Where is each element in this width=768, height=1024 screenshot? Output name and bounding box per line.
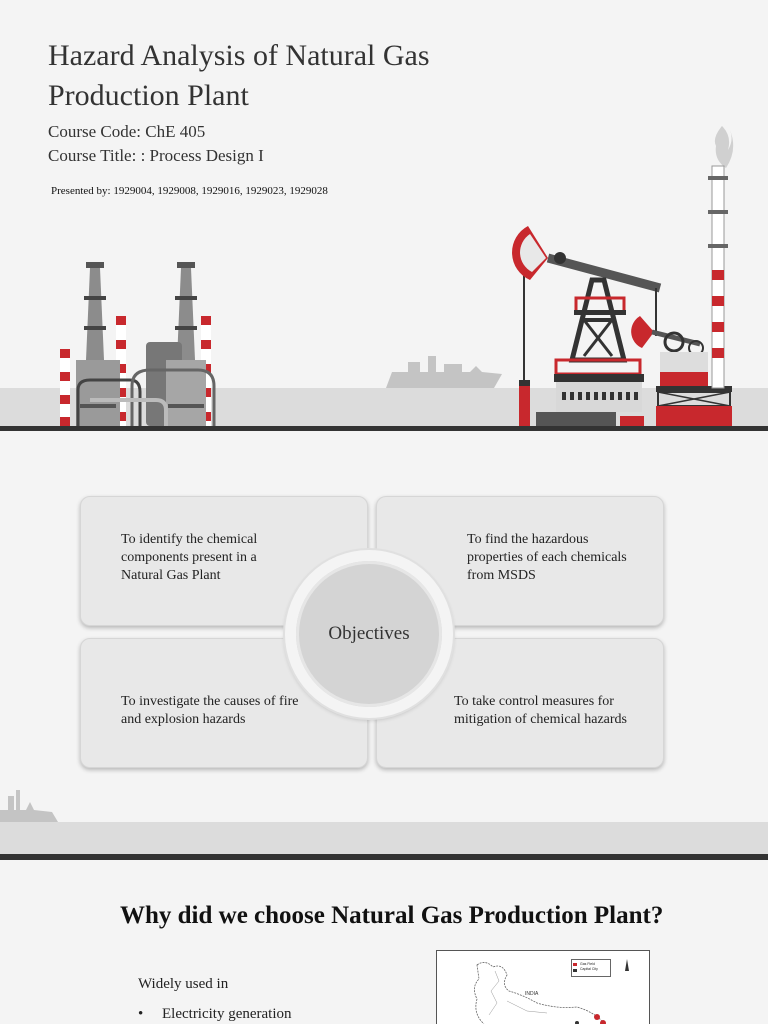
course-title: Course Title: : Process Design I [48,146,264,165]
objectives-hub: Objectives [296,561,442,707]
slide-heading: Why did we choose Natural Gas Production Plant? [120,902,664,929]
bullet-icon: • [138,1006,144,1022]
ship-illustration [0,432,768,860]
intro-text: Widely used in [138,976,229,992]
pump-jack-icon [512,226,732,426]
industrial-illustration [0,0,768,432]
presented-by: Presented by: 1929004, 1929008, 1929016, 1929023, 1929028 [51,185,328,197]
course-code: Course Code: ChE 405 [48,122,206,141]
why-slide [0,860,768,1024]
ship-silhouette-icon [386,356,502,388]
title-slide [0,0,768,432]
refinery-icon [60,262,214,426]
flare-stack-icon [708,126,733,388]
objective-text: To identify the chemical components present in a Natural Gas Plant [121,532,258,583]
map-outline-icon [437,951,649,1024]
bullet-item: • Electricity generation [138,1006,292,1022]
map-legend: Gas Field Capital City [571,959,611,977]
objectives-slide [0,432,768,860]
ship-silhouette-icon [0,790,58,822]
gas-field-map [436,950,650,1024]
objective-text: To investigate the causes of fire and explosion hazards [121,694,299,727]
map-label: INDIA [525,991,539,997]
ground-line [0,426,768,431]
slide-title: Hazard Analysis of Natural Gas Production Plant [48,39,430,112]
objective-text: To find the hazardous properties of each chemicals from MSDS [467,532,627,583]
objective-text: To take control measures for mitigation of chemical hazards [454,694,627,727]
